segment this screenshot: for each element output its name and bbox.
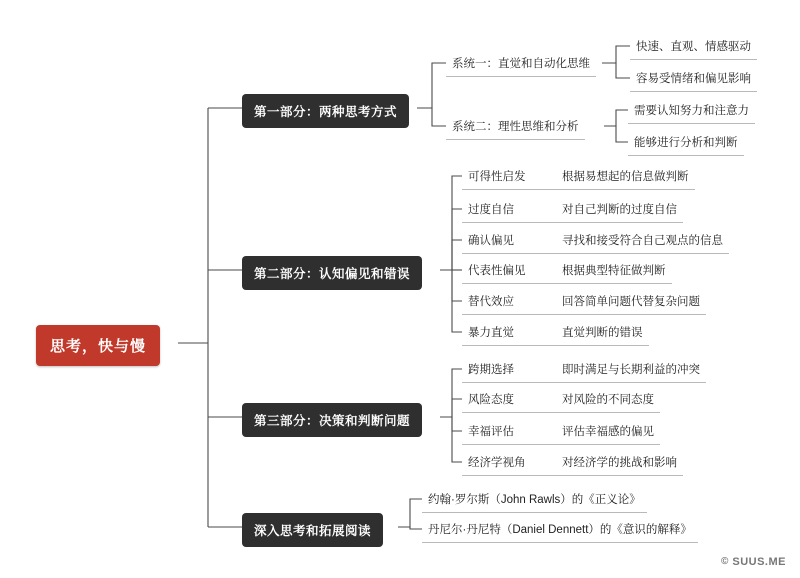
- bias-term: 替代效应: [468, 296, 514, 308]
- decision-desc: 对风险的不同态度: [562, 394, 654, 406]
- bias-item-4[interactable]: [462, 259, 672, 284]
- system-two-node[interactable]: [446, 115, 585, 140]
- leaf-text: 能够进行分析和判断: [634, 137, 738, 149]
- decision-term: 风险态度: [468, 394, 514, 406]
- watermark: [721, 556, 786, 568]
- bias-desc: 寻找和接受符合自己观点的信息: [562, 235, 723, 247]
- branch-node-part3[interactable]: [242, 403, 422, 437]
- branch-label: 第二部分：认知偏见和错误: [254, 267, 411, 281]
- root-node[interactable]: [36, 325, 160, 366]
- branch-node-part4[interactable]: [242, 513, 383, 547]
- leaf-text: 快速、直观、情感驱动: [636, 41, 751, 53]
- watermark-text: SUUS.ME: [732, 556, 786, 568]
- system-one-trait-2[interactable]: [630, 67, 757, 92]
- system-one-trait-1[interactable]: [630, 35, 757, 60]
- bias-term: 代表性偏见: [468, 265, 526, 277]
- decision-item-2[interactable]: [462, 388, 660, 413]
- bias-item-3[interactable]: [462, 229, 729, 254]
- leaf-text: 需要认知努力和注意力: [634, 105, 749, 117]
- bias-term: 确认偏见: [468, 235, 514, 247]
- reading-text: 约翰·罗尔斯（John Rawls）的《正义论》: [428, 494, 641, 506]
- bias-desc: 回答简单问题代替复杂问题: [562, 296, 700, 308]
- system-two-trait-2[interactable]: [628, 131, 744, 156]
- branch-label: 第一部分：两种思考方式: [254, 105, 398, 119]
- decision-desc: 对经济学的挑战和影响: [562, 457, 677, 469]
- system-one-node[interactable]: [446, 52, 596, 77]
- decision-term: 经济学视角: [468, 457, 526, 469]
- branch-node-part1[interactable]: [242, 94, 409, 128]
- bias-item-2[interactable]: [462, 198, 683, 223]
- bias-item-5[interactable]: [462, 290, 706, 315]
- bias-desc: 根据易想起的信息做判断: [562, 171, 689, 183]
- reading-item-2[interactable]: [422, 518, 698, 543]
- decision-term: 幸福评估: [468, 426, 514, 438]
- decision-item-3[interactable]: [462, 420, 660, 445]
- leaf-text: 容易受情绪和偏见影响: [636, 73, 751, 85]
- system-two-label: 系统二：理性思维和分析: [452, 121, 579, 133]
- branch-node-part2[interactable]: [242, 256, 422, 290]
- system-two-trait-1[interactable]: [628, 99, 755, 124]
- bias-term: 暴力直觉: [468, 327, 514, 339]
- bias-desc: 根据典型特征做判断: [562, 265, 666, 277]
- branch-label: 深入思考和拓展阅读: [254, 524, 372, 538]
- system-one-label: 系统一：直觉和自动化思维: [452, 58, 590, 70]
- bias-term: 过度自信: [468, 204, 514, 216]
- decision-desc: 即时满足与长期利益的冲突: [562, 364, 700, 376]
- root-label: 思考，快与慢: [50, 338, 147, 355]
- bias-desc: 直觉判断的错误: [562, 327, 643, 339]
- copyright-icon: ©: [720, 556, 729, 567]
- reading-item-1[interactable]: [422, 488, 647, 513]
- decision-desc: 评估幸福感的偏见: [562, 426, 654, 438]
- bias-desc: 对自己判断的过度自信: [562, 204, 677, 216]
- decision-term: 跨期选择: [468, 364, 514, 376]
- reading-text: 丹尼尔·丹尼特（Daniel Dennett）的《意识的解释》: [428, 524, 692, 536]
- decision-item-1[interactable]: [462, 358, 706, 383]
- bias-item-1[interactable]: [462, 165, 695, 190]
- branch-label: 第三部分：决策和判断问题: [254, 414, 411, 428]
- decision-item-4[interactable]: [462, 451, 683, 476]
- bias-term: 可得性启发: [468, 171, 526, 183]
- bias-item-6[interactable]: [462, 321, 649, 346]
